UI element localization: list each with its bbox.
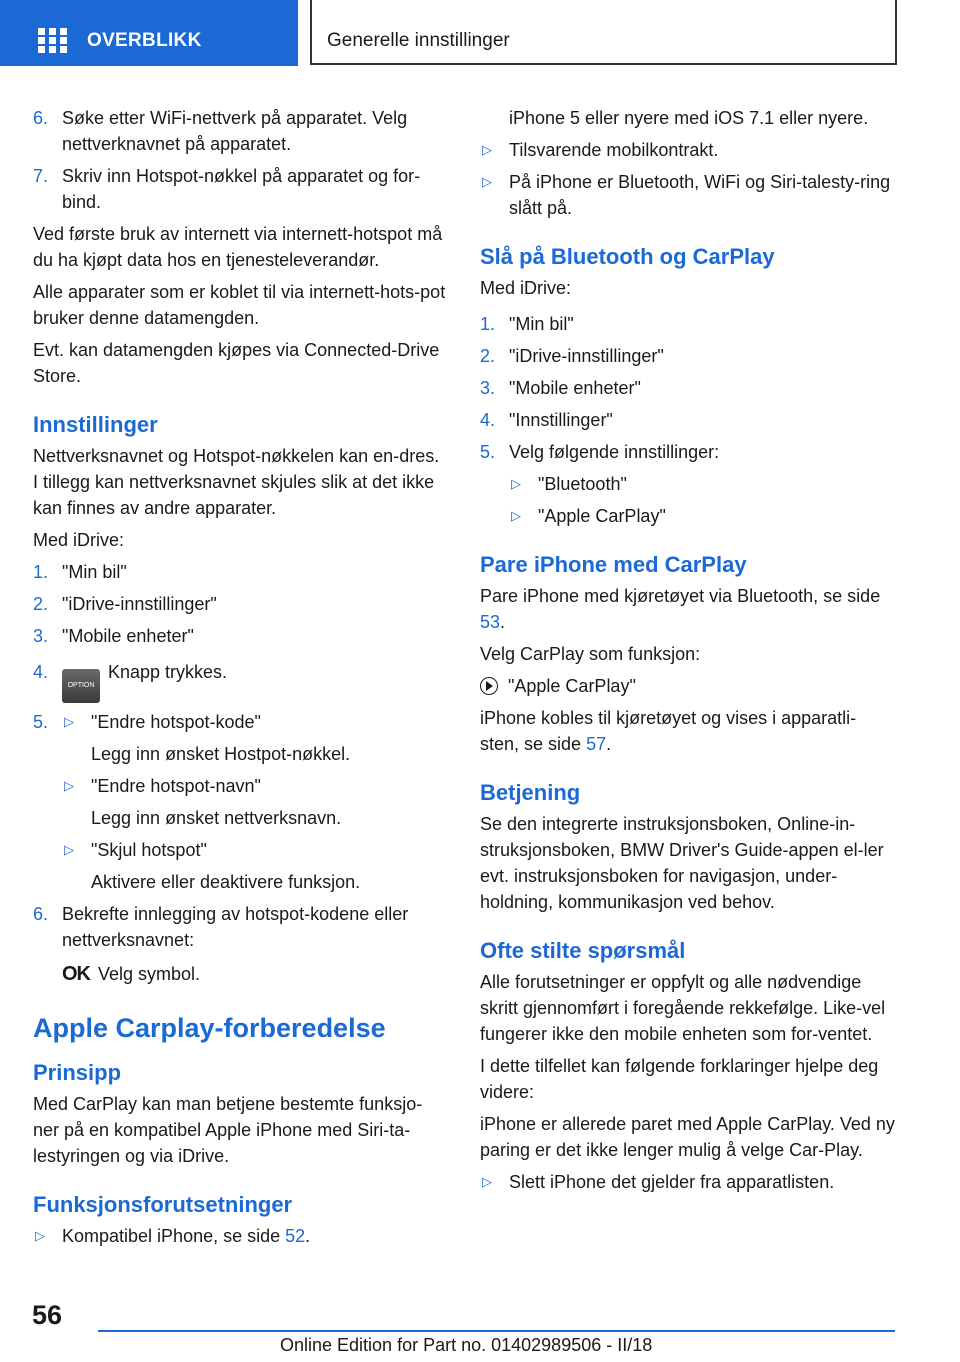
option-item <box>509 471 895 497</box>
step-text: Velg symbol. <box>98 964 201 984</box>
step-text: "Innstillinger" <box>509 410 613 430</box>
paragraph <box>480 583 895 635</box>
bullet-text: Slett iPhone det gjelder fra apparatlisten. <box>509 1172 835 1192</box>
section-header <box>310 0 897 65</box>
list-item <box>480 343 895 369</box>
step-number: 3. <box>480 378 496 398</box>
option-label: "Skjul hotspot" <box>91 840 207 860</box>
list-item <box>480 407 895 433</box>
pair-heading: Pare iPhone med CarPlay <box>480 552 747 577</box>
page-link[interactable]: 52 <box>285 1226 306 1246</box>
step-number: 1. <box>33 562 49 582</box>
list-item <box>33 659 448 703</box>
step-text: "Min bil" <box>509 314 574 334</box>
paragraph: Evt. kan datamengden kjøpes via Connected-Drive Store. <box>33 340 440 386</box>
paragraph-text: Pare iPhone med kjøretøyet via Bluetooth, se side <box>480 586 881 606</box>
option-desc: Legg inn ønsket Hostpot-nøkkel. <box>91 744 351 764</box>
option-label: "Apple CarPlay" <box>538 506 666 526</box>
edition-text: Online Edition for Part no. 01402989506 - II/18 <box>280 1335 653 1355</box>
step-number: 4. <box>33 662 49 682</box>
paragraph: Se den integrerte instruksjonsboken, Online-in-struksjonsboken, BMW Driver's Guide-appen el-ler evt. instruksjonsboken for navigasjon, under-holdning, kommunikasjon ved behov. <box>480 814 884 912</box>
ok-symbol-icon: OK <box>62 963 90 985</box>
paragraph: Med iDrive: <box>33 530 125 550</box>
bullet-text: Tilsvarende mobilkontrakt. <box>509 140 719 160</box>
paragraph <box>480 705 895 757</box>
option-desc: Legg inn ønsket nettverksnavn. <box>91 808 342 828</box>
section-title: Generelle innstillinger <box>327 30 510 51</box>
bullet-text: På iPhone er Bluetooth, WiFi og Siri-talesty-ring slått på. <box>509 172 891 218</box>
paragraph: Med iDrive: <box>480 278 572 298</box>
triangle-bullet-icon: ▷ <box>511 476 521 491</box>
triangle-bullet-icon: ▷ <box>482 1174 492 1189</box>
step-text: "Min bil" <box>62 562 127 582</box>
requirements-heading: Funksjonsforutsetninger <box>33 1192 293 1217</box>
option-label: "Endre hotspot-navn" <box>91 776 261 796</box>
paragraph: Alle apparater som er koblet til via internett-hots-pot bruker denne datamengden. <box>33 282 446 328</box>
list-item <box>33 623 448 649</box>
grid-icon <box>38 28 68 52</box>
right-column <box>480 105 895 1201</box>
list-item <box>480 1169 895 1195</box>
overview-tab[interactable] <box>0 0 298 66</box>
step-text: "iDrive-innstillinger" <box>509 346 664 366</box>
option-label: "Bluetooth" <box>538 474 627 494</box>
step-text: Søke etter WiFi-nettverk på apparatet. Velg nettverknavnet på apparatet. <box>62 108 408 154</box>
option-item <box>62 837 448 895</box>
triangle-bullet-icon: ▷ <box>482 142 492 157</box>
list-item <box>33 901 448 987</box>
list-item <box>33 163 448 215</box>
step-number: 4. <box>480 410 496 430</box>
list-item <box>480 311 895 337</box>
list-item <box>480 375 895 401</box>
list-item <box>480 169 895 221</box>
triangle-bullet-icon: ▷ <box>64 778 74 793</box>
triangle-bullet-icon: ▷ <box>482 174 492 189</box>
page-link[interactable]: 57 <box>586 734 607 754</box>
option-item <box>509 503 895 529</box>
page-link[interactable]: 53 <box>480 612 501 632</box>
paragraph: Velg CarPlay som funksjon: <box>480 644 701 664</box>
carplay-heading: Apple Carplay-forberedelse <box>33 1013 386 1043</box>
play-circle-icon <box>480 677 498 695</box>
list-item <box>33 591 448 617</box>
page-number: 56 <box>32 1300 63 1330</box>
list-item <box>33 709 448 895</box>
principle-heading: Prinsipp <box>33 1060 122 1085</box>
footer-divider <box>98 1330 895 1332</box>
symbol-line <box>62 961 448 987</box>
bullet-text: Kompatibel iPhone, se side <box>62 1226 286 1246</box>
step-number: 1. <box>480 314 496 334</box>
step-number: 6. <box>33 108 49 128</box>
list-item <box>33 559 448 585</box>
paragraph: I dette tilfellet kan følgende forklaringer hjelpe deg videre: <box>480 1056 879 1102</box>
step-number: 5. <box>480 442 496 462</box>
step-text: "Mobile enheter" <box>509 378 641 398</box>
option-button-icon: OPTION <box>62 669 100 703</box>
option-line <box>480 673 895 699</box>
punctuation: . <box>500 612 506 632</box>
step-number: 3. <box>33 626 49 646</box>
left-column <box>33 105 448 1255</box>
paragraph: Med CarPlay kan man betjene bestemte funksjo-ner på en kompatibel Apple iPhone med Siri-ta-lestyringen og via iDrive. <box>33 1094 423 1166</box>
list-item <box>33 1223 448 1249</box>
list-item <box>480 439 895 529</box>
option-label: "Apple CarPlay" <box>508 676 636 696</box>
step-number: 6. <box>33 904 49 924</box>
triangle-bullet-icon: ▷ <box>511 508 521 523</box>
step-text: Skriv inn Hotspot-nøkkel på apparatet og for-bind. <box>62 166 421 212</box>
settings-heading: Innstillinger <box>33 412 158 437</box>
paragraph: iPhone er allerede paret med Apple CarPlay. Ved ny paring er det ikke lenger mulig å velge Car-Play. <box>480 1114 895 1160</box>
option-item <box>62 773 448 831</box>
overview-label: OVERBLIKK <box>87 30 202 51</box>
bullet-continuation: iPhone 5 eller nyere med iOS 7.1 eller nyere. <box>509 108 869 128</box>
triangle-bullet-icon: ▷ <box>64 714 74 729</box>
paragraph: Nettverksnavnet og Hotspot-nøkkelen kan en-dres. I tillegg kan nettverksnavnet skjules slik at det ikke kan finnes av andre apparater. <box>33 446 440 518</box>
option-item <box>62 709 448 767</box>
paragraph: Alle forutsetninger er oppfylt og alle nødvendige skritt gjennomført i foregående rekkefølge. Like-vel fungerer ikke den mobile enheten som for-ventet. <box>480 972 886 1044</box>
list-item <box>480 137 895 163</box>
bluetooth-heading: Slå på Bluetooth og CarPlay <box>480 244 775 269</box>
paragraph-text: iPhone kobles til kjøretøyet og vises i apparatli-sten, se side <box>480 708 857 754</box>
triangle-bullet-icon: ▷ <box>64 842 74 857</box>
step-number: 2. <box>33 594 49 614</box>
option-label: "Endre hotspot-kode" <box>91 712 261 732</box>
punctuation: . <box>606 734 612 754</box>
step-text: Bekrefte innlegging av hotspot-kodene eller nettverksnavnet: <box>62 904 409 950</box>
step-text: "iDrive-innstillinger" <box>62 594 217 614</box>
operation-heading: Betjening <box>480 780 581 805</box>
step-text: "Mobile enheter" <box>62 626 194 646</box>
paragraph: Ved første bruk av internett via internett-hotspot må du ha kjøpt data hos en tjenesteleverandør. <box>33 224 443 270</box>
faq-heading: Ofte stilte spørsmål <box>480 938 686 963</box>
step-number: 5. <box>33 712 49 732</box>
step-number: 7. <box>33 166 49 186</box>
list-item <box>33 105 448 157</box>
step-number: 2. <box>480 346 496 366</box>
triangle-bullet-icon: ▷ <box>35 1228 45 1243</box>
punctuation: . <box>305 1226 311 1246</box>
step-text: Knapp trykkes. <box>108 662 228 682</box>
step-text: Velg følgende innstillinger: <box>509 442 720 462</box>
option-desc: Aktivere eller deaktivere funksjon. <box>91 872 361 892</box>
